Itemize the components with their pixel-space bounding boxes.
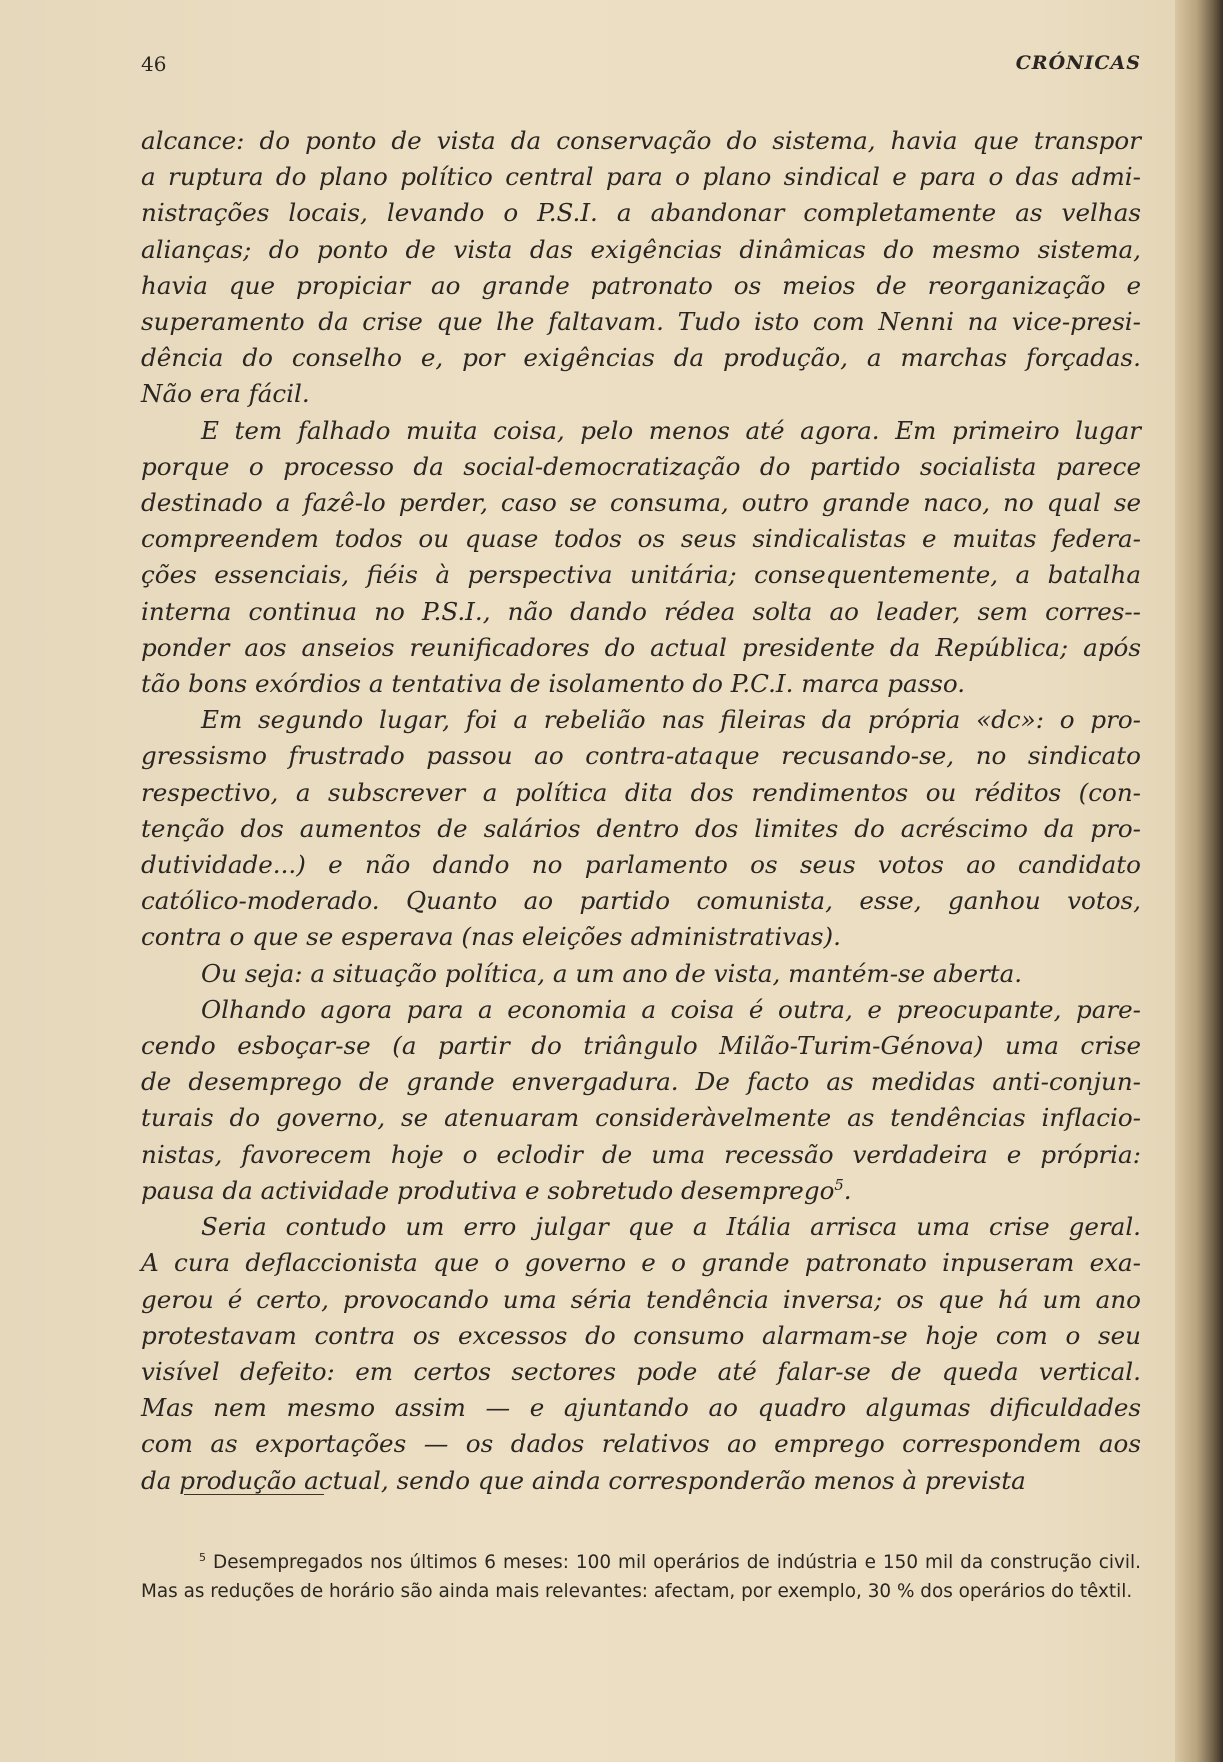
text-line: nistas, favorecem hoje o eclodir de uma recessão verdadeira e própria: bbox=[141, 1139, 1141, 1169]
text-line: visível defeito: em certos sectores pode até falar-se de queda vertical. bbox=[141, 1356, 1141, 1386]
text-line: respectivo, a subscrever a política dita dos rendimentos ou réditos (con- bbox=[141, 777, 1141, 807]
footnote-text: Desempregados nos últimos 6 meses: 100 mil operários de indústria e 150 mil da construção civil. Mas as reduções de horário são ainda mais relevantes: afectam, por exemplo, 30 % dos operários do têxtil. bbox=[141, 1552, 1141, 1602]
paragraph bbox=[141, 992, 1141, 1209]
page-number: 46 bbox=[141, 52, 167, 76]
paragraph bbox=[141, 956, 1141, 992]
text-line: E tem falhado muita coisa, pelo menos até agora. Em primeiro lugar bbox=[201, 415, 1141, 445]
paragraph bbox=[141, 1209, 1141, 1499]
text-line: compreendem todos ou quase todos os seus sindicalistas e muitas federa- bbox=[141, 524, 1141, 554]
text-line: Mas nem mesmo assim — e ajuntando ao quadro algumas dificuldades bbox=[141, 1393, 1141, 1423]
body-text bbox=[141, 123, 1141, 1499]
text-line: Não era fácil. bbox=[141, 379, 310, 409]
text-line: tenção dos aumentos de salários dentro dos limites do acréscimo da pro- bbox=[141, 813, 1141, 843]
text-line: ponder aos anseios reunificadores do actual presidente da República; após bbox=[141, 632, 1141, 662]
footnote bbox=[141, 1548, 1141, 1606]
text-line: gressismo frustrado passou ao contra-ataque recusando-se, no sindicato bbox=[141, 741, 1141, 771]
footnote-separator bbox=[184, 1494, 324, 1495]
text-line: cendo esboçar-se (a partir do triângulo Milão-Turim-Génova) uma crise bbox=[141, 1031, 1141, 1061]
footnote-number: 5 bbox=[199, 1550, 207, 1564]
text-line: com as exportações — os dados relativos ao emprego correspondem aos bbox=[141, 1429, 1141, 1459]
text-line: protestavam contra os excessos do consumo alarmam-se hoje com o seu bbox=[141, 1320, 1141, 1350]
text-line: A cura deflaccionista que o governo e o grande patronato inpuseram exa- bbox=[141, 1248, 1141, 1278]
text-line: destinado a fazê-lo perder, caso se consuma, outro grande naco, no qual se bbox=[141, 488, 1141, 518]
text-line: Em segundo lugar, foi a rebelião nas fileiras da própria «dc»: o pro- bbox=[201, 705, 1141, 735]
text-line: a ruptura do plano político central para o plano sindical e para o das admi- bbox=[141, 162, 1141, 192]
text-line: contra o que se esperava (nas eleições administrativas). bbox=[141, 922, 841, 952]
footnote-reference[interactable]: 5 bbox=[834, 1176, 844, 1194]
text-line: gerou é certo, provocando uma séria tendência inversa; os que há um ano bbox=[141, 1284, 1141, 1314]
text-line: de desemprego de grande envergadura. De facto as medidas anti-conjun- bbox=[141, 1067, 1141, 1097]
text-line: da produção actual, sendo que ainda corresponderão menos à prevista bbox=[141, 1465, 1026, 1495]
text-line: Olhando agora para a economia a coisa é outra, e preocupante, pare- bbox=[201, 994, 1141, 1024]
text-line: dutividade...) e não dando no parlamento os seus votos ao candidato bbox=[141, 850, 1141, 880]
text-line: ções essenciais, fiéis à perspectiva unitária; consequentemente, a batalha bbox=[141, 560, 1141, 590]
text-line: havia que propiciar ao grande patronato os meios de reorganização e bbox=[141, 270, 1141, 300]
text-line: pausa da actividade produtiva e sobretudo desemprego bbox=[141, 1175, 835, 1205]
text-line: superamento da crise que lhe faltavam. Tudo isto com Nenni na vice-presi- bbox=[141, 307, 1141, 337]
paragraph bbox=[141, 702, 1141, 955]
text-line: dência do conselho e, por exigências da produção, a marchas forçadas. bbox=[141, 343, 1141, 373]
text-punctuation: . bbox=[843, 1175, 852, 1205]
text-line: turais do governo, se atenuaram consideràvelmente as tendências inflacio- bbox=[141, 1103, 1141, 1133]
text-line: porque o processo da social-democratização do partido socialista parece bbox=[141, 451, 1141, 481]
text-line: católico-moderado. Quanto ao partido comunista, esse, ganhou votos, bbox=[141, 886, 1141, 916]
running-head: CRÓNICAS bbox=[1015, 52, 1141, 74]
footnotes bbox=[141, 1548, 1141, 1606]
paragraph bbox=[141, 123, 1141, 413]
text-line: Ou seja: a situação política, a um ano de vista, mantém-se aberta. bbox=[201, 958, 1023, 988]
text-line: interna continua no P.S.I., não dando rédea solta ao leader, sem corres-- bbox=[141, 596, 1141, 626]
text-line: nistrações locais, levando o P.S.I. a abandonar completamente as velhas bbox=[141, 198, 1141, 228]
text-line: Seria contudo um erro julgar que a Itália arrisca uma crise geral. bbox=[201, 1212, 1141, 1242]
text-line: tão bons exórdios a tentativa de isolamento do P.C.I. marca passo. bbox=[141, 669, 966, 699]
paragraph bbox=[141, 413, 1141, 703]
text-line: alcance: do ponto de vista da conservação do sistema, havia que transpor bbox=[141, 126, 1141, 155]
book-spine-shadow bbox=[1175, 0, 1223, 1762]
text-line: alianças; do ponto de vista das exigências dinâmicas do mesmo sistema, bbox=[141, 234, 1141, 264]
page-header bbox=[141, 52, 1141, 82]
